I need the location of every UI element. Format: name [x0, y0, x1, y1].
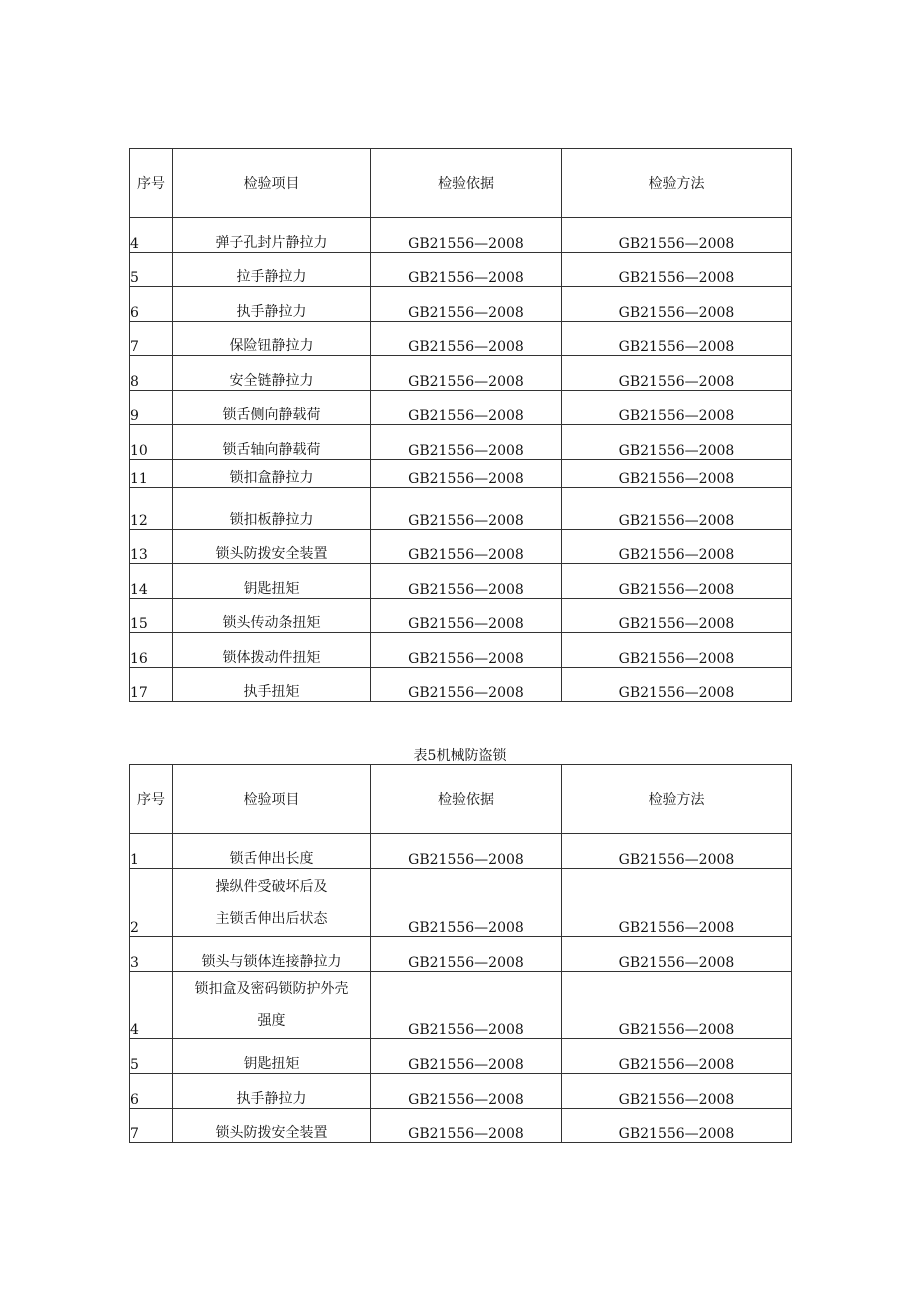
cell-item: 锁头防拨安全装置: [173, 1109, 371, 1143]
header-serial: 序号: [130, 149, 173, 218]
table-row: [130, 530, 792, 564]
table-row: [130, 1039, 792, 1074]
table-row: [130, 972, 792, 1039]
cell-serial: 2: [130, 869, 173, 937]
table-caption: 表5机械防盗锁: [413, 748, 507, 764]
cell-serial: 6: [130, 1074, 173, 1109]
cell-basis: GB21556—2008: [371, 488, 562, 530]
cell-basis: GB21556—2008: [371, 530, 562, 564]
cell-item: 锁头防拨安全装置: [173, 530, 371, 564]
cell-item: 弹子孔封片静拉力: [173, 218, 371, 253]
cell-method: GB21556—2008: [562, 530, 792, 564]
cell-method: GB21556—2008: [562, 425, 792, 460]
table-row: [130, 564, 792, 599]
cell-method: GB21556—2008: [562, 972, 792, 1039]
cell-basis: GB21556—2008: [371, 564, 562, 599]
cell-basis: GB21556—2008: [371, 869, 562, 937]
cell-method: GB21556—2008: [562, 253, 792, 287]
cell-item-line: 锁扣盒及密码锁防护外壳: [194, 981, 349, 997]
header-item: 检验项目: [173, 765, 371, 834]
cell-basis: GB21556—2008: [371, 322, 562, 356]
cell-item: 安全链静拉力: [173, 356, 371, 391]
cell-method: GB21556—2008: [562, 834, 792, 869]
cell-basis: GB21556—2008: [371, 356, 562, 391]
table-row: [130, 834, 792, 869]
cell-serial: 5: [130, 253, 173, 287]
cell-method: GB21556—2008: [562, 322, 792, 356]
cell-serial: 13: [130, 530, 173, 564]
cell-basis: GB21556—2008: [371, 287, 562, 322]
table-row: [130, 460, 792, 488]
cell-serial: 7: [130, 322, 173, 356]
cell-serial: 11: [130, 460, 173, 488]
cell-basis: GB21556—2008: [371, 425, 562, 460]
cell-item: 锁头与锁体连接静拉力: [173, 937, 371, 972]
header-method: 检验方法: [562, 765, 792, 834]
cell-serial: 4: [130, 972, 173, 1039]
table-row: [130, 1109, 792, 1143]
table-row: [130, 869, 792, 937]
cell-item: [173, 869, 371, 937]
cell-method: GB21556—2008: [562, 599, 792, 633]
cell-serial: 7: [130, 1109, 173, 1143]
cell-basis: GB21556—2008: [371, 218, 562, 253]
cell-method: GB21556—2008: [562, 937, 792, 972]
table-row: [130, 425, 792, 460]
cell-item: 钥匙扭矩: [173, 564, 371, 599]
header-basis: 检验依据: [371, 149, 562, 218]
header-serial: 序号: [130, 765, 173, 834]
cell-serial: 1: [130, 834, 173, 869]
cell-serial: 3: [130, 937, 173, 972]
table-row: [130, 1074, 792, 1109]
cell-item: 保险钮静拉力: [173, 322, 371, 356]
cell-basis: GB21556—2008: [371, 668, 562, 702]
table-row: [130, 668, 792, 702]
cell-basis: GB21556—2008: [371, 460, 562, 488]
header-item: 检验项目: [173, 149, 371, 218]
cell-item-line: 强度: [257, 1013, 286, 1029]
cell-method: GB21556—2008: [562, 1074, 792, 1109]
cell-basis: GB21556—2008: [371, 972, 562, 1039]
cell-serial: 6: [130, 287, 173, 322]
cell-method: GB21556—2008: [562, 1109, 792, 1143]
cell-serial: 15: [130, 599, 173, 633]
table-row: [130, 633, 792, 668]
cell-serial: 5: [130, 1039, 173, 1074]
cell-item-line: 操纵件受破坏后及: [215, 878, 328, 895]
cell-method: GB21556—2008: [562, 488, 792, 530]
table-row: [130, 253, 792, 287]
cell-item: 锁舌侧向静载荷: [173, 391, 371, 425]
cell-serial: 4: [130, 218, 173, 253]
cell-serial: 8: [130, 356, 173, 391]
cell-basis: GB21556—2008: [371, 253, 562, 287]
cell-basis: GB21556—2008: [371, 391, 562, 425]
cell-serial: 10: [130, 425, 173, 460]
cell-item: 锁舌轴向静载荷: [173, 425, 371, 460]
cell-method: GB21556—2008: [562, 460, 792, 488]
table-row: [130, 937, 792, 972]
cell-item: 锁头传动条扭矩: [173, 599, 371, 633]
cell-method: GB21556—2008: [562, 633, 792, 668]
cell-method: GB21556—2008: [562, 356, 792, 391]
cell-basis: GB21556—2008: [371, 1109, 562, 1143]
table-row: [130, 218, 792, 253]
header-method: 检验方法: [562, 149, 792, 218]
cell-method: GB21556—2008: [562, 1039, 792, 1074]
cell-serial: 12: [130, 488, 173, 530]
cell-item: 钥匙扭矩: [173, 1039, 371, 1074]
cell-item: 执手扭矩: [173, 668, 371, 702]
table-row: [130, 356, 792, 391]
cell-item: 锁扣盒静拉力: [173, 460, 371, 488]
cell-method: GB21556—2008: [562, 564, 792, 599]
cell-item: 执手静拉力: [173, 287, 371, 322]
cell-item: 锁扣板静拉力: [173, 488, 371, 530]
header-basis: 检验依据: [371, 765, 562, 834]
cell-serial: 9: [130, 391, 173, 425]
table-row: [130, 488, 792, 530]
cell-method: GB21556—2008: [562, 869, 792, 937]
table-header-row: [130, 149, 792, 218]
table-row: [130, 322, 792, 356]
cell-item: 锁舌伸出长度: [173, 834, 371, 869]
cell-basis: GB21556—2008: [371, 633, 562, 668]
table-row: [130, 391, 792, 425]
inspection-table-a: [129, 148, 792, 702]
cell-serial: 14: [130, 564, 173, 599]
cell-method: GB21556—2008: [562, 668, 792, 702]
cell-item: [173, 972, 371, 1039]
cell-item: 执手静拉力: [173, 1074, 371, 1109]
cell-method: GB21556—2008: [562, 391, 792, 425]
cell-item-line: 主锁舌伸出后状态: [215, 910, 328, 927]
cell-method: GB21556—2008: [562, 287, 792, 322]
cell-serial: 17: [130, 668, 173, 702]
cell-basis: GB21556—2008: [371, 1074, 562, 1109]
inspection-table-b: [129, 764, 792, 1143]
cell-item: 锁体拨动件扭矩: [173, 633, 371, 668]
cell-basis: GB21556—2008: [371, 937, 562, 972]
table-row: [130, 287, 792, 322]
cell-basis: GB21556—2008: [371, 1039, 562, 1074]
cell-serial: 16: [130, 633, 173, 668]
cell-item: 拉手静拉力: [173, 253, 371, 287]
cell-basis: GB21556—2008: [371, 599, 562, 633]
cell-method: GB21556—2008: [562, 218, 792, 253]
table-row: [130, 599, 792, 633]
table-header-row: [130, 765, 792, 834]
cell-basis: GB21556—2008: [371, 834, 562, 869]
